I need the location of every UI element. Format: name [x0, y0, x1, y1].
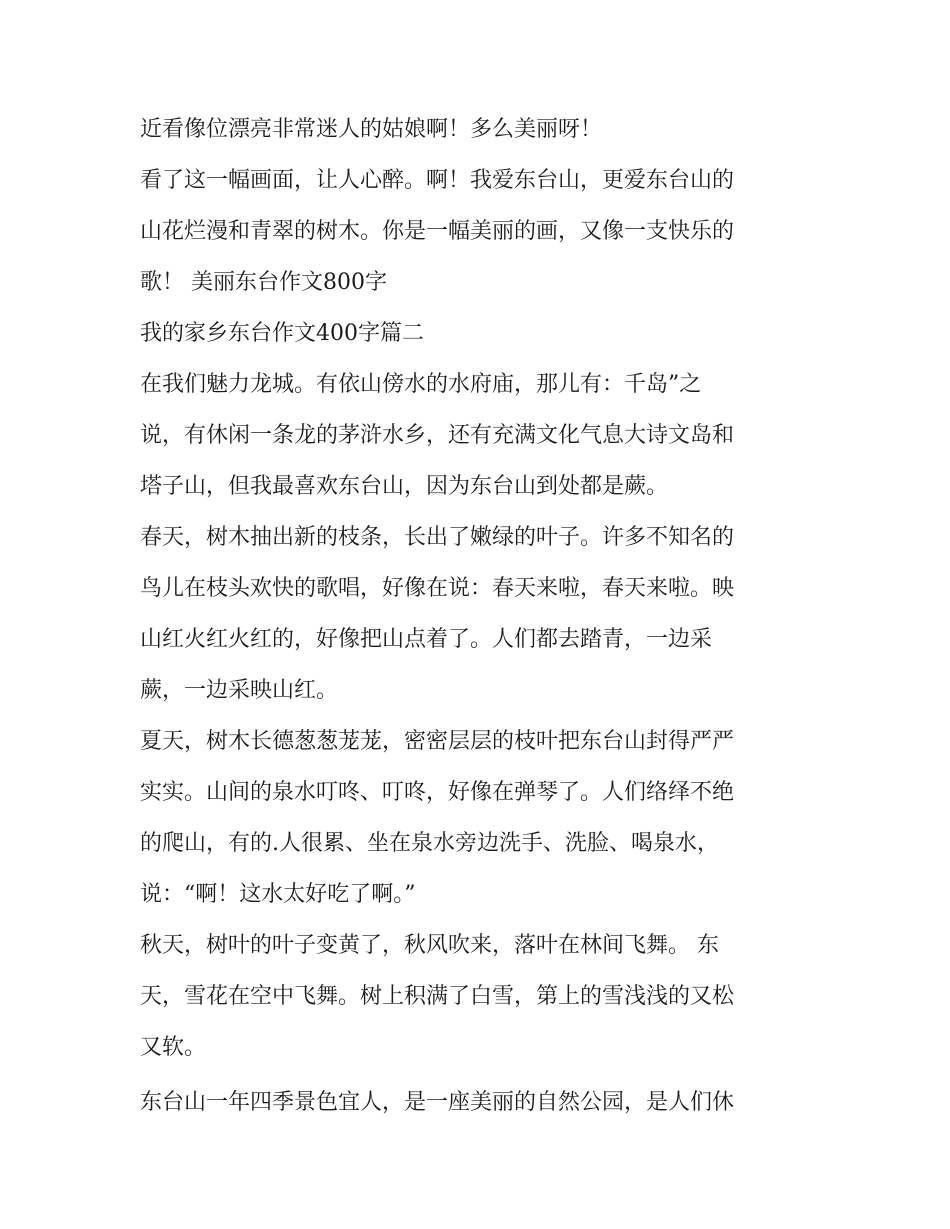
text-line: 东台山一年四季景色宜人，是一座美丽的自然公园，是人们休 [140, 1090, 735, 1115]
document-body [140, 108, 820, 1132]
text-line: 山花烂漫和青翠的树木。你是一幅美丽的画，又像一支快乐的 [140, 219, 735, 244]
text-line: 说：“啊！这水太好吃了啊。” [140, 882, 416, 907]
text-line: 又软。 [140, 1035, 207, 1060]
text-line: 山红火红火红的，好像把山点着了。人们都去踏青，一边采 [140, 627, 713, 652]
text-line: 的爬山，有的.人很累、坐在泉水旁边洗手、洗脸、喝泉水， [140, 831, 719, 856]
text-line: 蕨，一边采映山红。 [140, 678, 339, 703]
section-heading: 我的家乡东台作文400字篇二 [140, 321, 424, 346]
text-line: 秋天，树叶的叶子变黄了，秋风吹来，落叶在林间飞舞。 东 [140, 933, 719, 958]
text-line: 天，雪花在空中飞舞。树上积满了白雪，第上的雪浅浅的又松 [140, 984, 735, 1009]
text-line: 鸟儿在枝头欢快的歌唱，好像在说：春天来啦，春天来啦。映 [140, 576, 735, 601]
text-line: 塔子山，但我最喜欢东台山，因为东台山到处都是蕨。 [140, 474, 669, 499]
text-line: 歌！ 美丽东台作文800字 [140, 270, 387, 295]
text-line: 实实。山间的泉水叮咚、叮咚，好像在弹琴了。人们络绎不绝 [140, 780, 735, 805]
text-line: 说，有休闲一条龙的茅浒水乡，还有充满文化气息大诗文岛和 [140, 423, 735, 448]
text-line: 近看像位漂亮非常迷人的姑娘啊！多么美丽呀！ [140, 117, 603, 142]
text-line: 看了这一幅画面，让人心醉。啊！我爱东台山，更爱东台山的 [140, 168, 735, 193]
text-line: 春天，树木抽出新的枝条，长出了嫩绿的叶子。许多不知名的 [140, 525, 735, 550]
text-line: 夏天，树木长德葱葱茏茏，密密层层的枝叶把东台山封得严严 [140, 729, 735, 754]
text-line: 在我们魅力龙城。有依山傍水的水府庙，那儿有：千岛”之 [140, 372, 702, 397]
